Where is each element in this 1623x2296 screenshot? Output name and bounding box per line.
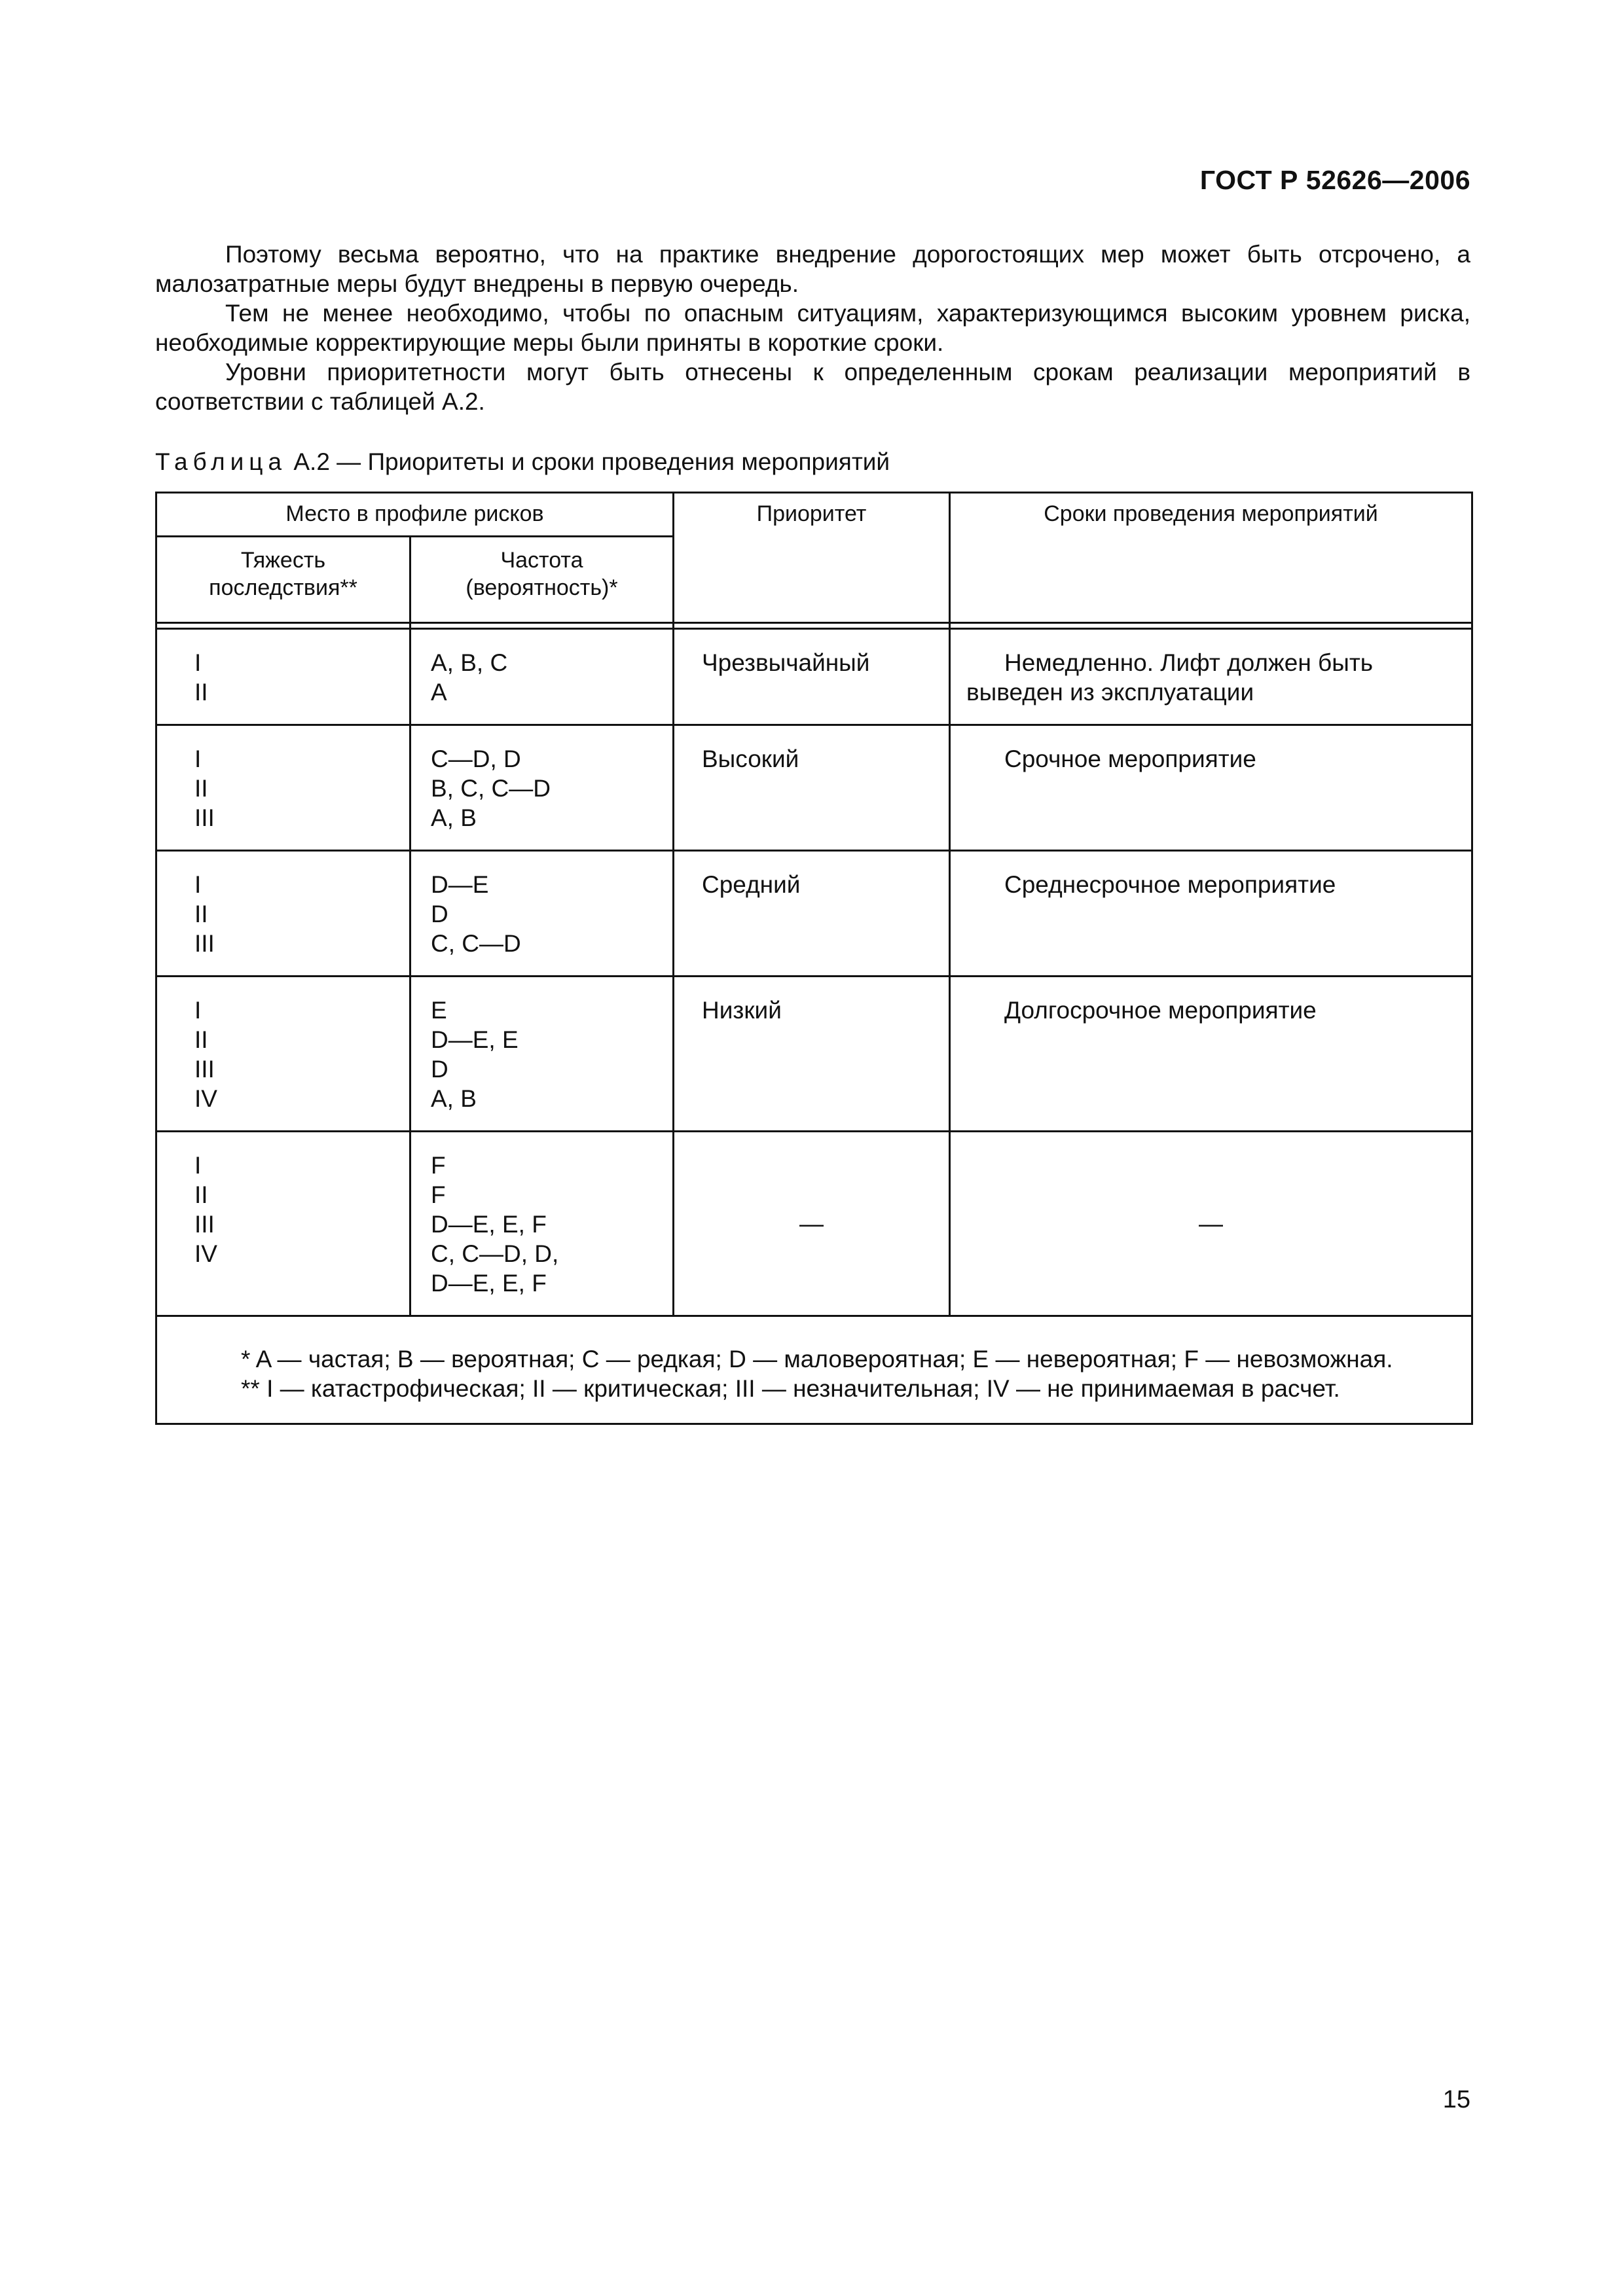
header-terms: Сроки проведения мероприятий xyxy=(950,493,1472,623)
table-notes xyxy=(156,1316,1472,1424)
priority-cell: Чрезвычайный xyxy=(674,629,950,725)
terms-cell: Долгосрочное мероприятие xyxy=(950,977,1472,1132)
frequency-cell: F F D—E, E, F C, C—D, D, D—E, E, F xyxy=(410,1132,674,1316)
terms-cell: Среднесрочное мероприятие xyxy=(950,851,1472,977)
table-caption xyxy=(155,447,890,476)
note-frequency: * A — частая; B — вероятная; C — редкая; D — маловероятная; E — невероятная; F — невозможная. xyxy=(241,1346,1393,1372)
page-number: 15 xyxy=(1442,2086,1470,2113)
terms-cell: — xyxy=(950,1132,1472,1316)
paragraph: Поэтому весьма вероятно, что на практике внедрение дорогостоящих мер может быть отсрочено, а малозатратные меры будут внедрены в первую очередь. xyxy=(155,241,1470,297)
priority-cell: Низкий xyxy=(674,977,950,1132)
frequency-cell: E D—E, E D A, B xyxy=(410,977,674,1132)
paragraph: Уровни приоритетности могут быть отнесены к определенным срокам реализации мероприятий в соответствии с таблицей А.2. xyxy=(155,359,1470,415)
terms-cell: Срочное мероприятие xyxy=(950,725,1472,851)
header-frequency: Частота (вероятность)* xyxy=(410,537,674,623)
header-severity: Тяжесть последствия** xyxy=(156,537,410,623)
severity-cell: I II xyxy=(156,629,410,725)
header-separator xyxy=(156,623,1472,629)
priority-cell: Высокий xyxy=(674,725,950,851)
table-row xyxy=(156,851,1472,977)
severity-cell: I II III xyxy=(156,851,410,977)
note-severity: ** I — катастрофическая; II — критическая; III — незначительная; IV — не принимаемая в расчет. xyxy=(241,1375,1340,1402)
severity-cell: I II III IV xyxy=(156,1132,410,1316)
table-row xyxy=(156,977,1472,1132)
priority-cell: — xyxy=(674,1132,950,1316)
priority-cell: Средний xyxy=(674,851,950,977)
severity-cell: I II III xyxy=(156,725,410,851)
severity-cell: I II III IV xyxy=(156,977,410,1132)
table-notes-row xyxy=(156,1316,1472,1424)
priority-table xyxy=(155,492,1473,1425)
frequency-cell: D—E D C, C—D xyxy=(410,851,674,977)
document-id: ГОСТ Р 52626—2006 xyxy=(1199,165,1470,195)
table-header-row xyxy=(156,493,1472,537)
header-risk-profile: Место в профиле рисков xyxy=(156,493,674,537)
table-row xyxy=(156,629,1472,725)
frequency-cell: C—D, D B, C, C—D A, B xyxy=(410,725,674,851)
frequency-cell: A, B, C A xyxy=(410,629,674,725)
table-caption-label: Таблица xyxy=(155,448,287,475)
body-text xyxy=(155,240,1470,416)
table-row xyxy=(156,725,1472,851)
header-priority: Приоритет xyxy=(674,493,950,623)
table-caption-text: А.2 — Приоритеты и сроки проведения мероприятий xyxy=(293,448,890,475)
paragraph: Тем не менее необходимо, чтобы по опасным ситуациям, характеризующимся высоким уровнем риска, необходимые корректирующие меры были приняты в короткие сроки. xyxy=(155,300,1470,356)
table-row xyxy=(156,1132,1472,1316)
terms-cell: Немедленно. Лифт должен быть выведен из эксплуатации xyxy=(950,629,1472,725)
